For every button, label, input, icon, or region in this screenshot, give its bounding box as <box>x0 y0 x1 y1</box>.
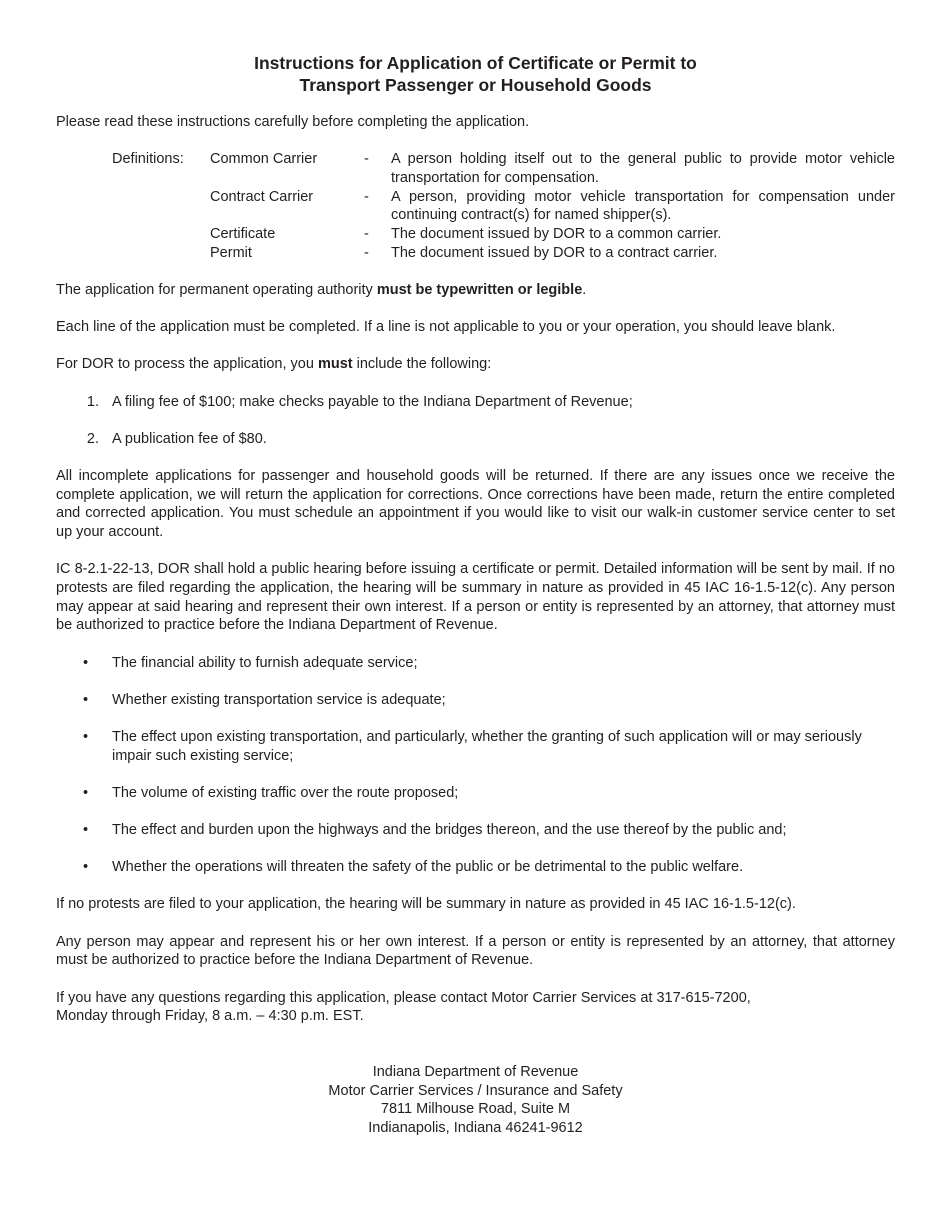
definition-term: Contract Carrier <box>210 188 314 205</box>
address-line-3: 7811 Milhouse Road, Suite M <box>380 1101 571 1117</box>
contact-paragraph <box>56 989 895 1026</box>
criteria-item <box>56 821 895 840</box>
requirement-text: A filing fee of $100; make checks payable to the Indiana Department of Revenue; <box>112 393 633 410</box>
criteria-item <box>56 728 895 765</box>
definition-row <box>56 225 895 244</box>
typewritten-emphasis: must be typewritten or legible <box>376 281 583 298</box>
bullet-icon: • <box>83 859 89 876</box>
criteria-item <box>56 691 895 710</box>
definition-term: Certificate <box>210 226 276 243</box>
definition-dash: - <box>364 151 369 168</box>
requirement-item <box>56 430 895 449</box>
criteria-text: Whether existing transportation service is adequate; <box>112 691 446 708</box>
criteria-item <box>56 858 895 877</box>
must-emphasis: must <box>317 356 353 373</box>
bullet-icon: • <box>83 691 89 708</box>
each-line-paragraph: Each line of the application must be completed. If a line is not applicable to you or your operation, you should leave blank. <box>56 319 836 336</box>
incomplete-paragraph: All incomplete applications for passenger and household goods will be returned. If there are any issues once we receive the complete application, we will return the application for corrections. Once corrections have been made, return the entire completed and corrected application. You must schedule an appointment if you would like to visit our walk-in customer service center to set up your account. <box>56 467 895 541</box>
definition-term: Permit <box>210 244 252 261</box>
definition-row <box>56 244 895 263</box>
definition-dash: - <box>364 226 369 243</box>
contact-hours: Monday through Friday, 8 a.m. – 4:30 p.m. EST. <box>56 1008 364 1025</box>
requirement-text: A publication fee of $80. <box>112 430 267 447</box>
criteria-text: The effect upon existing transportation, and particularly, whether the granting of such application will or may seriously impair such existing service; <box>112 728 862 764</box>
title-line-1: Instructions for Application of Certificate or Permit to <box>254 53 697 73</box>
definition-text: A person holding itself out to the general public to provide motor vehicle transportation for compensation. <box>391 151 895 186</box>
definition-text: A person, providing motor vehicle transportation for compensation under continuing contract(s) for named shipper(s). <box>391 188 895 224</box>
criteria-text: The effect and burden upon the highways and the bridges thereon, and the use thereof by the public and; <box>112 822 787 839</box>
address-line-2: Motor Carrier Services / Insurance and Safety <box>328 1082 623 1099</box>
definition-text: The document issued by DOR to a common carrier. <box>391 226 722 243</box>
address-line-4: Indianapolis, Indiana 46241-9612 <box>368 1119 583 1136</box>
bullet-icon: • <box>83 654 89 671</box>
definition-text: The document issued by DOR to a contract carrier. <box>391 244 718 261</box>
definition-row <box>56 188 895 225</box>
definition-dash: - <box>364 244 369 261</box>
criteria-item <box>56 784 895 803</box>
mailing-address <box>56 1063 895 1137</box>
contact-line-1: If you have any questions regarding this application, please contact Motor Carrier Services at 317-615-7200, <box>56 989 751 1006</box>
criteria-text: The financial ability to furnish adequate service; <box>112 654 418 671</box>
process-paragraph: For DOR to process the application, you must include the following: <box>56 356 492 373</box>
typewritten-paragraph: The application for permanent operating authority must be typewritten or legible. <box>56 281 587 298</box>
criteria-text: Whether the operations will threaten the safety of the public or be detrimental to the public welfare. <box>112 859 744 876</box>
requirement-number: 1. <box>86 393 99 410</box>
definition-term: Common Carrier <box>210 151 318 168</box>
criteria-item <box>56 654 895 673</box>
definitions-heading: Definitions: <box>112 151 184 168</box>
definitions-block <box>56 150 895 262</box>
bullet-icon: • <box>83 728 89 745</box>
page-title <box>56 52 895 96</box>
intro-paragraph: Please read these instructions carefully before completing the application. <box>56 114 530 130</box>
requirement-item <box>56 393 895 412</box>
address-line-1: Indiana Department of Revenue <box>372 1064 579 1080</box>
bullet-icon: • <box>83 822 89 839</box>
requirement-number: 2. <box>86 430 99 447</box>
attorney-paragraph: Any person may appear and represent his or her own interest. If a person or entity is represented by an attorney, that attorney must be authorized to practice before the Indiana Department of Revenue. <box>56 933 895 969</box>
definition-row <box>56 150 895 187</box>
bullet-icon: • <box>83 784 89 801</box>
criteria-text: The volume of existing traffic over the route proposed; <box>112 784 459 801</box>
instructions-page <box>56 52 895 1137</box>
no-protests-paragraph: If no protests are filed to your application, the hearing will be summary in nature as provided in 45 IAC 16-1.5-12(c). <box>56 896 796 913</box>
title-line-2: Transport Passenger or Household Goods <box>299 75 652 95</box>
hearing-paragraph: IC 8-2.1-22-13, DOR shall hold a public hearing before issuing a certificate or permit. Detailed information will be sent by mail. If no protests are filed regarding the application, the hearing will be summary in nature as provided in 45 IAC 16-1.5-12(c). Any person may appear at said hearing and represent their own interest. If a person or entity is represented by an attorney, that attorney must be authorized to practice before the Indiana Department of Revenue. <box>56 561 895 634</box>
definition-dash: - <box>364 188 369 205</box>
